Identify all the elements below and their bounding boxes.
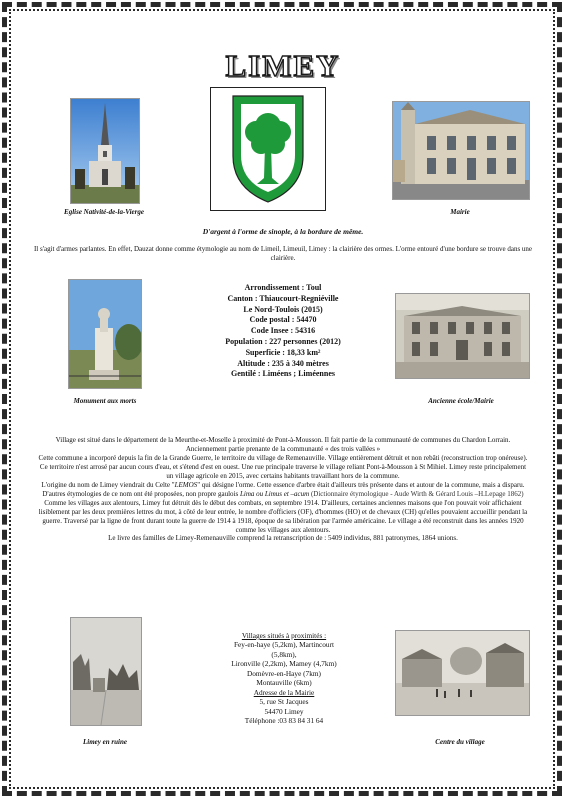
mairie-phone: Téléphone :03 83 84 31 64 (244, 716, 324, 726)
history-paragraph-4 (36, 481, 530, 499)
info-demonym: Gentilé : Liméens ; Liméennes (231, 369, 335, 379)
mairie-address-street: 5, rue St Jacques (259, 697, 309, 707)
ruins-caption: Limey en ruine (83, 738, 127, 746)
mairie-address-heading: Adresse de la Mairie (253, 687, 315, 697)
monument-photo (68, 279, 142, 389)
nearby-line-2: (5,8km), (271, 649, 297, 659)
info-area: Superficie : 18,33 km² (245, 347, 321, 357)
info-canton: Canton : Thiaucourt-Regniéville (227, 293, 339, 303)
old-school-caption: Ancienne école/Mairie (428, 397, 494, 405)
village-center-caption: Centre du village (435, 738, 485, 746)
history-paragraph-3: Ce territoire n'est arrosé par aucun cours d'eau, et s'étend d'est en ouest. Une rue principale traverse le village reliant Pont-à-Mousson à St Mihiel. Limey reste principalement un village agricole en 2015, avec certains habitants travaillant hors de la commune. (39, 462, 527, 480)
village-center-photo (395, 630, 530, 716)
history-paragraph-5: Comme les villages aux alentours, Limey fut détruit dès le début des combats, en septembre 1914. D'ailleurs, certaines anciennes maisons que l'on pouvait voir affichaient lisiblement par les deux premières lettres du mot, à côté de leur entrée, le nombre d'officiers (OF), d'hommes (HO) et de chevaux (CH) qu'elles pouvaient accueillir pendant la guerre. Traversé par la ligne de front durant toute la guerre de 1914 à 1918, époque de sa libération par l'armée américaine. Le village a été reconstruit dans les années 1920 comme les villages aux alentours. (38, 498, 528, 534)
nearby-line-4: Domèvre-en-Haye (7km) (247, 668, 321, 678)
etymology-text: Il s'agit d'armes parlantes. En effet, Dauzat donne comme étymologie au nom de Limeil, Limeuil, Limey : la clairière des ormes. L'orme entouré d'une bordure se trouve dans une clairière. (33, 245, 533, 263)
old-school-photo (395, 293, 530, 379)
ruins-photo (70, 617, 142, 726)
coat-of-arms (211, 88, 325, 210)
info-insee-code: Code Insee : 54316 (250, 326, 316, 336)
history-text (36, 436, 530, 543)
commune-info (183, 283, 383, 380)
coat-of-arms-frame (210, 87, 326, 211)
blazon-motto: D'argent à l'orme de sinople, à la bordure de même. (202, 227, 364, 236)
history-p4-part-c: (Dictionnaire étymologique - Aude Wirth & Gérard Louis –H.Lepage 1862) (309, 489, 524, 498)
mairie-address-city: 54470 Limey (264, 706, 304, 716)
page-title: LIMEY (225, 48, 341, 83)
info-population: Population : 227 personnes (2012) (225, 336, 341, 346)
history-paragraph-6: Le livre des familles de Limey-Remenauville comprend la retranscription de : 5409 individus, 881 patronymes, 1864 unions. (108, 534, 458, 543)
church-photo (70, 98, 140, 204)
nearby-and-address (196, 631, 372, 726)
info-altitude: Altitude : 235 à 340 mètres (237, 358, 329, 368)
nearby-line-5: Montauville (6km) (256, 678, 312, 688)
info-canton-2015: Le Nord-Toulois (2015) (243, 304, 323, 314)
history-paragraph-1: Village est situé dans le département de la Meurthe-et-Moselle à proximité de Pont-à-Mousson. Il fait partie de la communauté de communes du Chardon Lorrain. Anciennement partie prenante de la communauté « des trois vallées » (55, 436, 511, 453)
history-p4-lemos: LEMOS (174, 480, 198, 489)
mairie-caption: Mairie (450, 208, 470, 216)
mairie-photo (392, 101, 530, 200)
history-paragraph-2: Cette commune a incorporé depuis la fin de la Grande Guerre, le territoire du village de Remenauville. Village entièrement détruit et non rebâti (reconstruction trop onéreuse). (38, 453, 528, 462)
info-postal-code: Code postal : 54470 (249, 315, 317, 325)
nearby-line-1: Fey-en-haye (5,2km), Martincourt (233, 640, 335, 650)
nearby-line-3: Lironville (2,2km), Mamey (4,7km) (231, 659, 337, 669)
history-p4-part-b: " qui désigne l'orme. Cette essence d'arbre était d'ailleurs très présente dans et autour de la commune, mais a disparu. D'autres étymologies de ce nom ont été proposées, non propre gaulois (42, 480, 525, 498)
history-p4-latin: Lima ou Limus et –acum (239, 489, 310, 498)
history-p4-part-a: L'origine du nom de Limey viendrait du Celte " (41, 480, 175, 489)
monument-caption: Monument aux morts (73, 397, 137, 405)
info-arrondissement: Arrondissement : Toul (244, 283, 322, 292)
nearby-heading: Villages situés à proximités : (241, 631, 327, 640)
church-caption: Eglise Nativité-de-la-Vierge (64, 208, 144, 216)
